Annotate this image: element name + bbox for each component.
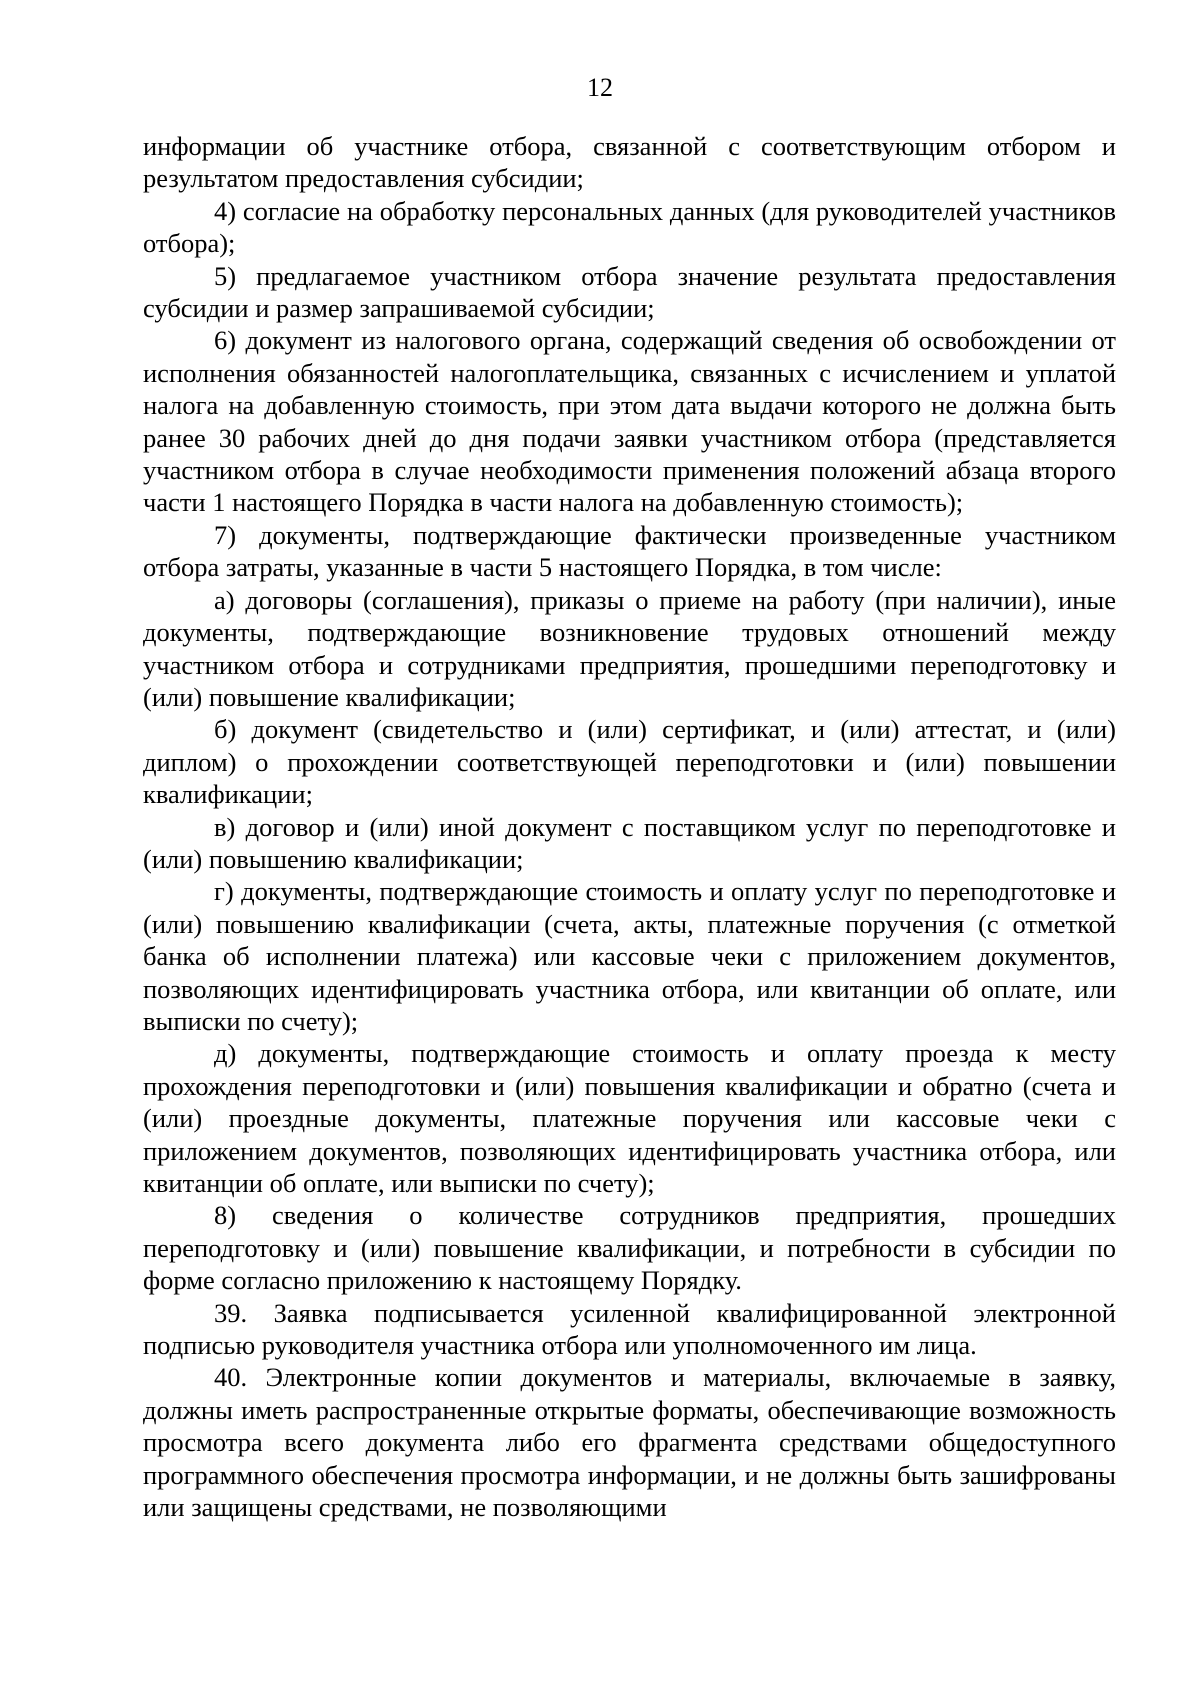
clause-40: 40. Электронные копии документов и материалы, включаемые в заявку, должны иметь распространенные открытые форматы, обеспечивающие возможность просмотра всего документа либо его фрагмента средствами общедоступного программного обеспечения просмотра информации, и не должны быть зашифрованы или защищены средствами, не позволяющими — [143, 1362, 1116, 1523]
list-item-8: 8) сведения о количестве сотрудников предприятия, прошедших переподготовку и (или) повышение квалификации, и потребности в субсидии по форме согласно приложению к настоящему Порядку. — [143, 1200, 1116, 1296]
clause-39: 39. Заявка подписывается усиленной квалифицированной электронной подписью руководителя участника отбора или уполномоченного им лица. — [143, 1297, 1116, 1361]
paragraph-continuation: информации об участнике отбора, связанной с соответствующим отбором и результатом предоставления субсидии; — [143, 131, 1116, 194]
sub-item-g: г) документы, подтверждающие стоимость и оплату услуг по переподготовке и (или) повышению квалификации (счета, акты, платежные поручения (с отметкой банка об исполнении платежа) или кассовые чеки с приложением документов, позволяющих идентифицировать участника отбора, или квитанции об оплате, или выписки по счету); — [143, 876, 1116, 1036]
sub-item-d: д) документы, подтверждающие стоимость и оплату проезда к месту прохождения переподготовки и (или) повышения квалификации и обратно (счета и (или) проездные документы, платежные поручения или кассовые чеки с приложением документов, позволяющих идентифицировать участника отбора, или квитанции об оплате, или выписки по счету); — [143, 1038, 1116, 1198]
document-body — [143, 130, 1116, 1523]
list-item-4: 4) согласие на обработку персональных данных (для руководителей участников отбора); — [143, 195, 1116, 259]
sub-item-b: б) документ (свидетельство и (или) сертификат, и (или) аттестат, и (или) диплом) о прохождении соответствующей переподготовки и (или) повышении квалификации; — [143, 714, 1116, 810]
sub-item-v: в) договор и (или) иной документ с поставщиком услуг по переподготовке и (или) повышению квалификации; — [143, 811, 1116, 874]
page-number: 12 — [587, 73, 613, 102]
list-item-6: 6) документ из налогового органа, содержащий сведения об освобождении от исполнения обязанностей налогоплательщика, связанных с исчислением и уплатой налога на добавленную стоимость, при этом дата выдачи которого не должна быть ранее 30 рабочих дней до дня подачи заявки участником отбора (представляется участником отбора в случае необходимости применения положений абзаца второго части 1 настоящего Порядка в части налога на добавленную стоимость); — [143, 325, 1116, 518]
sub-item-a: а) договоры (соглашения), приказы о приеме на работу (при наличии), иные документы, подтверждающие возникновение трудовых отношений между участником отбора и сотрудниками предприятия, прошедшими переподготовку и (или) повышение квалификации; — [143, 584, 1116, 712]
list-item-5: 5) предлагаемое участником отбора значение результата предоставления субсидии и размер запрашиваемой субсидии; — [143, 260, 1116, 324]
list-item-7: 7) документы, подтверждающие фактически произведенные участником отбора затраты, указанные в части 5 настоящего Порядка, в том числе: — [143, 519, 1116, 583]
